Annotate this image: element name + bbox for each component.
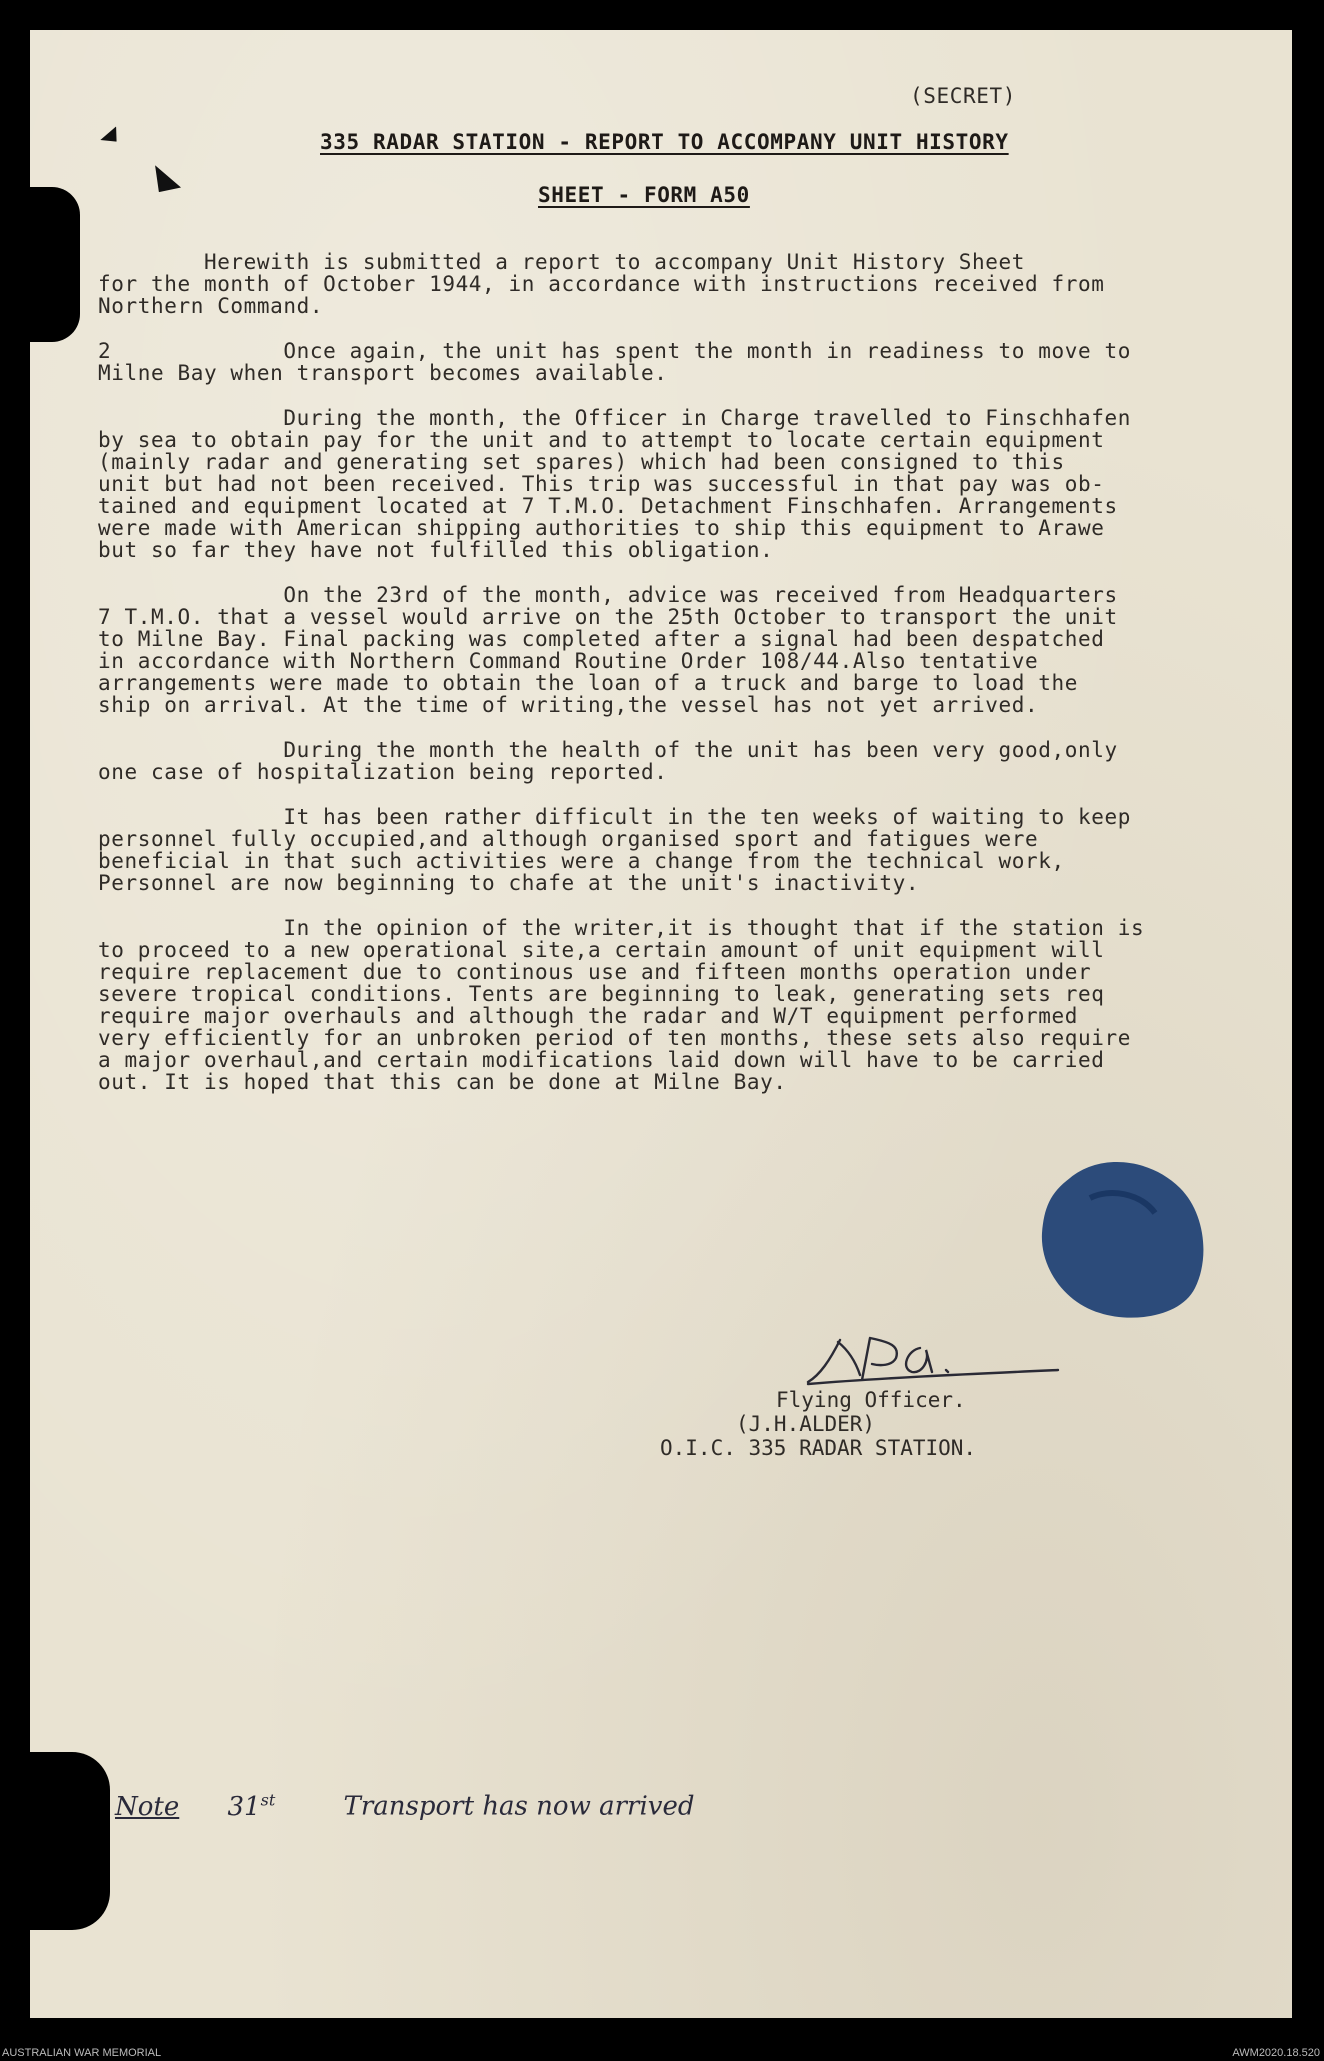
ink-blot-stain <box>1030 1148 1210 1328</box>
report-line: to Milne Bay. Final packing was completed after a signal had been despatched <box>98 627 1105 651</box>
note-text: Transport has now arrived <box>343 1791 695 1822</box>
report-line: On the 23rd of the month, advice was received from Headquarters <box>98 583 1118 607</box>
report-line: tained and equipment located at 7 T.M.O. Detachment Finschhafen. Arrangements <box>98 494 1118 518</box>
signatory-position: O.I.C. 335 RADAR STATION. <box>660 1436 977 1460</box>
report-paragraph <box>98 407 1258 561</box>
signature-block <box>660 1388 976 1460</box>
report-line: ship on arrival. At the time of writing,the vessel has not yet arrived. <box>98 693 1039 717</box>
report-line: severe tropical conditions. Tents are beginning to leak, generating sets req <box>98 982 1105 1006</box>
report-line: one case of hospitalization being reported. <box>98 760 668 784</box>
document-title: 335 RADAR STATION - REPORT TO ACCOMPANY UNIT HISTORY <box>320 130 1009 154</box>
report-line: Northern Command. <box>98 294 324 318</box>
report-line: to proceed to a new operational site,a certain amount of unit equipment will <box>98 938 1105 962</box>
report-line: personnel fully occupied,and although organised sport and fatigues were <box>98 827 1039 851</box>
paper-tear-mark <box>147 165 185 198</box>
report-body <box>98 251 1258 1116</box>
footer-accession-number: AWM2020.18.520 <box>1232 2047 1320 2059</box>
report-line: 7 T.M.O. that a vessel would arrive on the 25th October to transport the unit <box>98 605 1118 629</box>
report-line: in accordance with Northern Command Routine Order 108/44.Also tentative <box>98 649 1039 673</box>
report-paragraph <box>98 806 1258 894</box>
report-line: unit but had not been received. This trip was successful in that pay was ob- <box>98 472 1105 496</box>
handwritten-note <box>115 1790 694 1822</box>
report-paragraph <box>98 584 1258 716</box>
report-line: but so far they have not fulfilled this obligation. <box>98 538 774 562</box>
report-line: were made with American shipping authorities to ship this equipment to Arawe <box>98 516 1105 540</box>
footer-archive-name: AUSTRALIAN WAR MEMORIAL <box>2 2047 162 2059</box>
note-day-suffix: st <box>260 1790 276 1809</box>
signatory-name: (J.H.ALDER) <box>736 1412 876 1436</box>
report-line: Personnel are now beginning to chafe at the unit's inactivity. <box>98 871 920 895</box>
report-line: During the month the health of the unit has been very good,only <box>98 738 1118 762</box>
report-line: Milne Bay when transport becomes available. <box>98 361 668 385</box>
report-line: It has been rather difficult in the ten weeks of waiting to keep <box>98 805 1131 829</box>
punch-hole-top <box>30 187 80 342</box>
report-line: require major overhauls and although the radar and W/T equipment performed <box>98 1004 1078 1028</box>
note-label: Note <box>115 1791 180 1822</box>
report-paragraph <box>98 340 1258 384</box>
document-page <box>30 30 1292 2018</box>
report-line: for the month of October 1944, in accordance with instructions received from <box>98 272 1105 296</box>
report-line: a major overhaul,and certain modifications laid down will have to be carried <box>98 1048 1105 1072</box>
document-subtitle: SHEET - FORM A50 <box>538 183 750 207</box>
report-line: arrangements were made to obtain the loan of a truck and barge to load the <box>98 671 1078 695</box>
report-line: out. It is hoped that this can be done at Milne Bay. <box>98 1070 787 1094</box>
report-line: (mainly radar and generating set spares) which had been consigned to this <box>98 450 1065 474</box>
paper-tear-mark <box>98 126 122 147</box>
classification-mark: (SECRET) <box>910 84 1016 108</box>
report-line: beneficial in that such activities were a change from the technical work, <box>98 849 1065 873</box>
report-line: Herewith is submitted a report to accompany Unit History Sheet <box>98 250 1026 274</box>
report-paragraph <box>98 917 1258 1093</box>
report-line: 2 Once again, the unit has spent the month in readiness to move to <box>98 339 1131 363</box>
report-line: by sea to obtain pay for the unit and to attempt to locate certain equipment <box>98 428 1105 452</box>
note-day: 31 <box>227 1791 261 1822</box>
signatory-rank: Flying Officer. <box>776 1388 966 1412</box>
report-paragraph <box>98 739 1258 783</box>
report-line: During the month, the Officer in Charge travelled to Finschhafen <box>98 406 1131 430</box>
report-line: require replacement due to continous use and fifteen months operation under <box>98 960 1092 984</box>
report-paragraph <box>98 251 1258 317</box>
punch-hole-bottom <box>30 1752 110 1930</box>
report-line: In the opinion of the writer,it is thought that if the station is <box>98 916 1145 940</box>
report-line: very efficiently for an unbroken period of ten months, these sets also require <box>98 1026 1131 1050</box>
